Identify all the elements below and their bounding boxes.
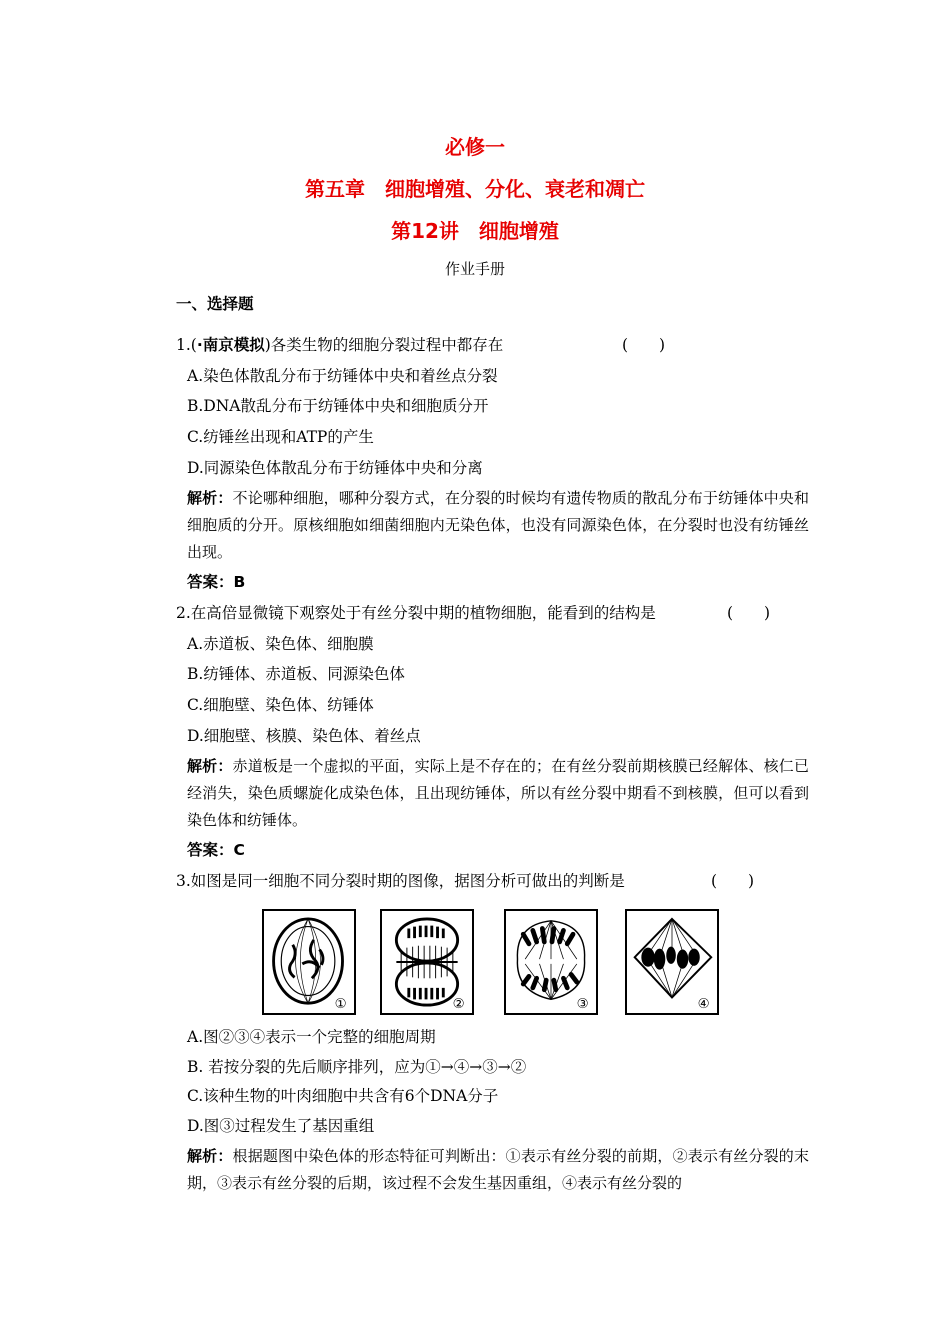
question-2-option-b: B.纺锤体、赤道板、同源染色体 [187, 665, 405, 683]
question-1-blank: ( ) [622, 336, 666, 354]
figure-4-label: ④ [697, 996, 710, 1012]
title-lecture: 第12讲 细胞增殖 [391, 219, 559, 243]
metaphase-cell-image [627, 911, 717, 1013]
anaphase-cell-image [506, 911, 596, 1013]
title-chapter: 第五章 细胞增殖、分化、衰老和凋亡 [305, 177, 645, 201]
question-2-answer: 答案：C [187, 841, 245, 859]
question-1-source: ·南京模拟 [196, 336, 265, 354]
question-1-stem: 1.(·南京模拟)各类生物的细胞分裂过程中都存在 [176, 336, 504, 354]
question-1-answer: 答案：B [187, 573, 246, 591]
figure-2-label: ② [452, 996, 465, 1012]
section-heading: 一、选择题 [176, 295, 254, 313]
prophase-cell-image [264, 911, 354, 1013]
subtitle: 作业手册 [444, 260, 505, 278]
cell-figure-3 [504, 909, 598, 1015]
question-3-option-d: D.图③过程发生了基因重组 [187, 1117, 375, 1135]
question-2-explanation: 解析：赤道板是一个虚拟的平面，实际上是不存在的；在有丝分裂前期核膜已经解体、核仁已经消失，染色质螺旋化成染色体，且出现纺锤体，所以有丝分裂中期看不到核膜，但可以看到染色体和纺锤体。 [187, 757, 809, 829]
question-3-explanation: 解析：根据题图中染色体的形态特征可判断出：①表示有丝分裂的前期，②表示有丝分裂的末期，③表示有丝分裂的后期，该过程不会发生基因重组，④表示有丝分裂的 [187, 1147, 809, 1192]
cell-figure-1 [262, 909, 356, 1015]
question-3-blank: ( ) [711, 872, 755, 890]
question-3-stem: 3.如图是同一细胞不同分裂时期的图像，据图分析可做出的判断是 [176, 872, 625, 890]
question-2-option-a: A.赤道板、染色体、细胞膜 [187, 635, 374, 653]
question-1-option-a: A.染色体散乱分布于纺锤体中央和着丝点分裂 [187, 367, 498, 385]
title-book: 必修一 [445, 135, 505, 159]
question-1-option-d: D.同源染色体散乱分布于纺锤体中央和分离 [187, 459, 483, 477]
figure-1-label: ① [334, 996, 347, 1012]
question-3-option-a: A.图②③④表示一个完整的细胞周期 [187, 1028, 436, 1046]
question-2-option-d: D.细胞壁、核膜、染色体、着丝点 [187, 727, 421, 745]
telophase-cell-image [382, 911, 472, 1013]
question-1-option-c: C.纺锤丝出现和ATP的产生 [187, 428, 374, 446]
cell-figure-4 [625, 909, 719, 1015]
question-1-option-b: B.DNA散乱分布于纺锤体中央和细胞质分开 [187, 397, 489, 415]
cell-figure-2 [380, 909, 474, 1015]
question-2-blank: ( ) [727, 604, 771, 622]
question-3-option-c: C.该种生物的叶肉细胞中共含有6个DNA分子 [187, 1087, 499, 1105]
question-3-option-b: B. 若按分裂的先后顺序排列，应为①→④→③→② [187, 1058, 527, 1076]
question-2-stem: 2.在高倍显微镜下观察处于有丝分裂中期的植物细胞，能看到的结构是 [176, 604, 656, 622]
question-2-option-c: C.细胞壁、染色体、纺锤体 [187, 696, 374, 714]
figure-3-label: ③ [576, 996, 589, 1012]
question-1-explanation: 解析：不论哪种细胞，哪种分裂方式，在分裂的时候均有遗传物质的散乱分布于纺锤体中央和细胞质的分开。原核细胞如细菌细胞内无染色体，也没有同源染色体，在分裂时也没有纺锤丝出现。 [187, 489, 809, 561]
